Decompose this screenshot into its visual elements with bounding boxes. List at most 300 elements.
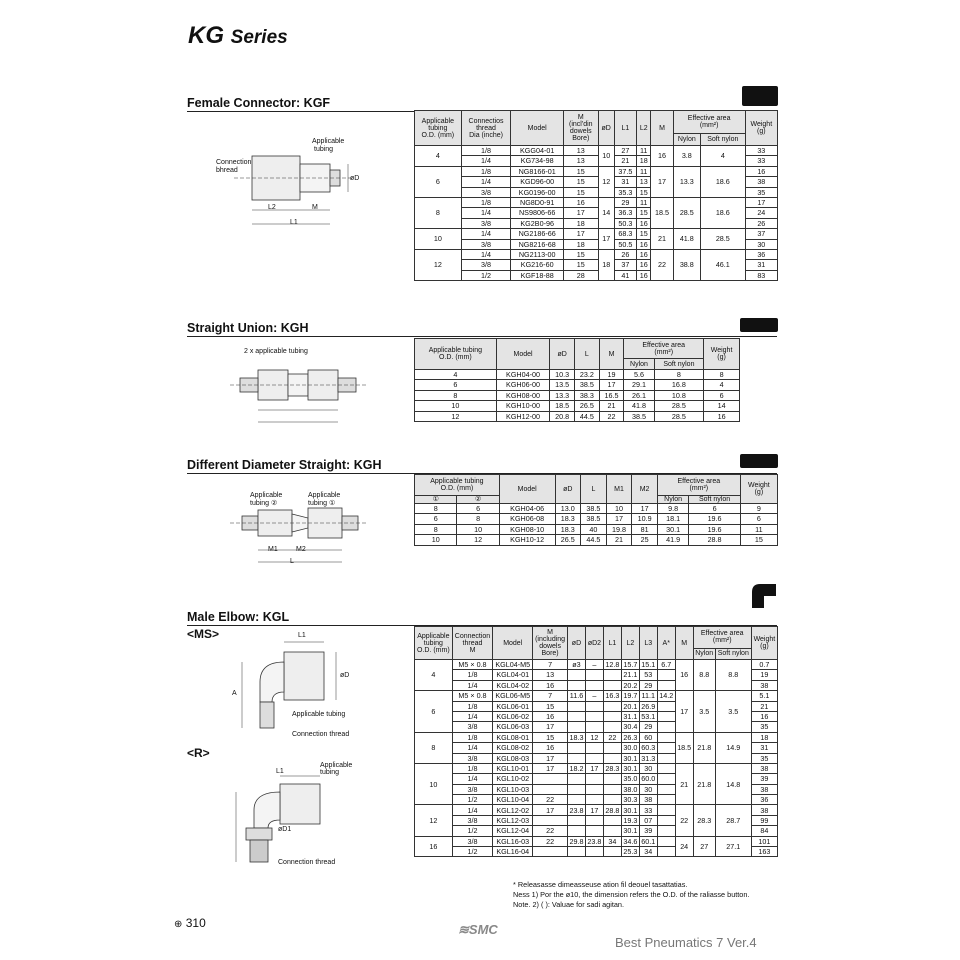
kgh2-drawing <box>230 500 370 570</box>
model-cell: NG8D0-91 <box>511 197 564 207</box>
weight-cell: 16 <box>745 166 777 176</box>
kgh-th-l: L <box>575 339 600 370</box>
m-bore-cell <box>533 815 568 825</box>
table-cell: 18.3 <box>555 514 581 524</box>
weight-cell: 0.7 <box>751 660 777 670</box>
table-cell: 20.8 <box>550 411 575 421</box>
l3-cell: 33 <box>639 805 657 815</box>
m-bore-cell: 17 <box>533 763 568 773</box>
m-cell: 22 <box>675 805 693 836</box>
thread-cell: 1/4 <box>461 249 511 259</box>
table-cell: 12 <box>457 535 499 545</box>
table-cell: 29.1 <box>624 380 654 390</box>
l1-cell: 29 <box>614 197 636 207</box>
m-bore-cell: 7 <box>533 691 568 701</box>
table-row <box>415 535 778 545</box>
od-cell: ø3 <box>568 660 586 670</box>
thread-cell: 1/8 <box>452 670 493 680</box>
target-icon: ⊕ <box>174 919 183 930</box>
model-cell: KGL16-03 <box>493 836 533 846</box>
thread-cell: 1/4 <box>461 229 511 239</box>
od-cell: 18.2 <box>569 764 584 773</box>
table-cell: 13.3 <box>550 390 575 400</box>
table-cell: 26.5 <box>575 401 600 411</box>
footer-text: Best Pneumatics 7 Ver.4 <box>615 935 757 950</box>
a-cell <box>657 670 675 680</box>
table-cell: 6 <box>457 504 499 514</box>
kgl-th-tube: Applicable tubing O.D. (mm) <box>415 627 453 660</box>
l1-cell <box>603 753 621 763</box>
kgl-th-l2: L2 <box>621 627 639 660</box>
kgh-drawing <box>230 358 370 428</box>
od-cell <box>568 815 586 825</box>
weight-cell: 38 <box>751 784 777 794</box>
eff-nylon-cell: 21.8 <box>693 732 715 763</box>
l1-cell: 28.3 <box>605 764 620 773</box>
m-bore-cell: 15 <box>533 701 568 711</box>
thread-cell: 1/4 <box>461 208 511 218</box>
l2-cell: 13 <box>637 177 651 187</box>
kgh-label-tube: 2 x applicable tubing <box>244 348 308 355</box>
table-cell: 14 <box>704 401 740 411</box>
table-cell: 11 <box>740 524 777 534</box>
weight-cell: 99 <box>751 815 777 825</box>
kgf-spec-table <box>414 110 778 281</box>
od2-cell <box>585 826 603 836</box>
eff-nylon-cell: 41.8 <box>673 229 700 250</box>
eff-soft-cell: 27.1 <box>715 836 751 857</box>
smc-logo: ≋SMC <box>458 922 498 937</box>
eff-soft-cell: 28.7 <box>715 805 751 836</box>
od2-cell <box>585 815 603 825</box>
kgh2-label-b: Applicable tubing ① <box>308 492 341 507</box>
od-cell <box>568 743 586 753</box>
kgl-ms-drawing <box>224 632 354 744</box>
l1-cell: 28.8 <box>605 805 620 815</box>
a-cell <box>657 774 675 784</box>
weight-cell: 38 <box>751 805 777 815</box>
l3-cell: 60.1 <box>641 836 656 846</box>
table-cell: KGH12-00 <box>496 411 550 421</box>
weight-cell: 19 <box>751 670 777 680</box>
l2-cell: 18 <box>637 156 651 166</box>
l2-cell: 15 <box>637 187 651 197</box>
l2-cell: 34.6 <box>623 836 638 846</box>
od-cell <box>568 784 586 794</box>
l3-cell: 11.1 <box>639 691 657 701</box>
l1-cell <box>603 795 621 805</box>
a-cell <box>657 815 675 825</box>
eff-soft-cell: 14.8 <box>715 763 751 805</box>
od2-cell <box>585 753 603 763</box>
od-cell <box>568 670 586 680</box>
table-cell: 6 <box>704 390 740 400</box>
model-cell: KGL10-01 <box>493 763 533 773</box>
l1-cell: 36.3 <box>614 208 636 218</box>
thread-cell: 1/8 <box>461 197 511 207</box>
tube-od-cell: 8 <box>415 732 453 763</box>
table-cell: 4 <box>415 370 497 380</box>
page-number: ⊕ 310 <box>174 916 206 930</box>
l1-cell <box>603 847 621 857</box>
table-cell: 18.3 <box>555 524 581 534</box>
table-row <box>415 660 778 670</box>
m-bore-cell: 16 <box>533 711 568 721</box>
a-cell <box>657 732 675 742</box>
l2-cell: 20.1 <box>623 701 638 711</box>
a-cell <box>657 680 675 690</box>
m-bore-cell: 22 <box>533 795 568 805</box>
m-bore-cell: 17 <box>533 753 568 763</box>
m-bore-cell: 17 <box>563 229 598 239</box>
od2-cell: 12 <box>585 732 603 742</box>
l2-cell: 15 <box>637 208 651 218</box>
a-cell <box>657 763 675 773</box>
a-cell <box>657 753 675 763</box>
l2-cell: 30.1 <box>623 826 638 836</box>
m-cell: 18.5 <box>675 732 693 763</box>
od2-cell <box>585 784 603 794</box>
table-cell: 8 <box>415 524 457 534</box>
thread-cell: 1/8 <box>461 146 511 156</box>
eff-nylon-cell: 28.3 <box>693 805 715 836</box>
l3-cell: 60 <box>639 732 657 742</box>
table-cell: 13.5 <box>550 380 575 390</box>
model-cell: KGL12-03 <box>493 815 533 825</box>
kgf-th-l1: L1 <box>614 111 636 146</box>
weight-cell: 18 <box>751 732 777 742</box>
l1-cell <box>603 670 621 680</box>
kgf-label-conn2: bhread <box>216 167 238 174</box>
eff-nylon-cell: 38.8 <box>673 249 700 280</box>
thread-cell: 1/4 <box>461 156 511 166</box>
od-cell <box>568 774 586 784</box>
weight-cell: 33 <box>745 146 777 156</box>
series-title-sub: Series <box>230 27 288 48</box>
note-line: Note. 2) ( ): Valuae for sadi agitan. <box>513 900 624 909</box>
kgh-th-model: Model <box>496 339 550 370</box>
l1-cell <box>603 826 621 836</box>
series-title-main: KG <box>188 22 224 49</box>
m-cell: 22 <box>651 249 673 280</box>
table-row <box>415 166 778 176</box>
od2-cell <box>585 711 603 721</box>
table-cell: 6 <box>689 504 740 514</box>
kgl-ms-label-l1: L1 <box>298 632 306 639</box>
thread-cell: 1/4 <box>452 774 493 784</box>
table-cell: 10 <box>457 524 499 534</box>
table-cell: 21 <box>606 535 632 545</box>
tube-od-cell: 12 <box>415 249 462 280</box>
weight-cell: 36 <box>745 249 777 259</box>
thread-cell: 1/8 <box>452 701 493 711</box>
l3-cell: 30 <box>639 763 657 773</box>
table-cell: KGH10-12 <box>499 535 555 545</box>
od-cell: 17 <box>598 229 614 250</box>
a-cell <box>657 805 675 815</box>
kgl-ms-label-tube: Applicable tubing <box>292 711 346 718</box>
table-cell: 25 <box>632 535 658 545</box>
kgh2-th-eff: Effective area (mm²) <box>657 475 740 496</box>
kgf-th-m: M <box>651 111 673 146</box>
kgf-th-eff: Effective area (mm²) <box>673 111 745 134</box>
model-cell: NG8216-68 <box>511 239 564 249</box>
thread-cell: M5 × 0.8 <box>452 660 493 670</box>
kgh2-product-photo <box>740 454 778 468</box>
m-cell: 17 <box>651 166 673 197</box>
model-cell: KGL06-03 <box>493 722 533 732</box>
table-cell: 17 <box>632 504 658 514</box>
kgl-th-m: M <box>675 627 693 660</box>
l1-cell <box>603 680 621 690</box>
table-cell: KGH10-00 <box>496 401 550 411</box>
model-cell: KGD96-00 <box>511 177 564 187</box>
eff-soft-cell: 28.5 <box>700 229 745 250</box>
l2-cell: 30.1 <box>623 764 638 773</box>
kgh2-label-a: Applicable tubing ② <box>250 492 283 507</box>
od2-cell <box>585 680 603 690</box>
m-bore-cell: 28 <box>563 270 598 280</box>
kgf-label-l2: L2 <box>268 204 276 211</box>
kgh-th-weight: Weight (g) <box>704 339 740 370</box>
table-cell: 26.1 <box>624 390 654 400</box>
table-cell: 6 <box>740 514 777 524</box>
notes <box>513 880 749 910</box>
kgl-spec-table <box>414 626 778 857</box>
tube-od-cell: 10 <box>415 763 453 805</box>
table-cell: 38.5 <box>581 514 607 524</box>
l3-cell: 53 <box>639 670 657 680</box>
kgh2-th-tube1: ① <box>415 496 457 504</box>
kgl-th-softnylon: Soft nylon <box>715 648 751 659</box>
m-cell: 16 <box>651 146 673 167</box>
m-bore-cell: 15 <box>533 732 568 742</box>
weight-cell: 31 <box>751 743 777 753</box>
l2-cell: 16 <box>637 218 651 228</box>
od-cell: 11.6 <box>568 691 586 701</box>
kgh2-th-softnylon: Soft nylon <box>689 496 740 504</box>
weight-cell: 31 <box>745 260 777 270</box>
model-cell: KGL12-02 <box>493 805 533 815</box>
m-bore-cell: 15 <box>563 166 598 176</box>
l3-cell: 38 <box>639 795 657 805</box>
table-cell: 13.0 <box>555 504 581 514</box>
eff-nylon-cell: 13.3 <box>673 166 700 197</box>
section-title-kgh: Straight Union: KGH <box>187 321 777 337</box>
kgf-label-tube: Applicable <box>312 138 345 145</box>
l2-cell: 16 <box>637 239 651 249</box>
a-cell <box>657 836 675 846</box>
l3-cell: 53.1 <box>641 712 656 722</box>
table-cell: 8 <box>415 390 497 400</box>
eff-soft-cell: 3.5 <box>715 691 751 733</box>
od-cell <box>568 711 586 721</box>
l1-cell <box>603 743 621 753</box>
od2-cell: 17 <box>585 805 603 815</box>
l2-cell: 19.7 <box>623 691 638 701</box>
od-cell <box>568 795 586 805</box>
model-cell: NG8166-01 <box>511 166 564 176</box>
weight-cell: 16 <box>751 711 777 721</box>
table-cell: 16.5 <box>599 390 624 400</box>
weight-cell: 36 <box>751 795 777 805</box>
kgl-th-d: øD <box>568 627 586 660</box>
l1-cell <box>603 774 621 784</box>
kgh-product-photo <box>740 318 778 332</box>
model-cell: KGL08-02 <box>493 743 533 753</box>
thread-cell: 1/8 <box>452 763 493 773</box>
table-cell: 6 <box>415 380 497 390</box>
kgf-label-d: øD <box>350 175 360 182</box>
l3-cell: 29 <box>639 722 657 732</box>
kgh2-th-model: Model <box>499 475 555 504</box>
a-cell <box>657 711 675 721</box>
kgh-th-d: øD <box>550 339 575 370</box>
weight-cell: 101 <box>751 836 777 846</box>
model-cell: KGL10-02 <box>493 774 533 784</box>
model-cell: KGL06-M5 <box>493 691 533 701</box>
table-cell: 28.8 <box>689 535 740 545</box>
m-cell: 16 <box>675 660 693 691</box>
weight-cell: 38 <box>751 763 777 773</box>
table-cell: 28.5 <box>654 401 704 411</box>
m-bore-cell <box>533 784 568 794</box>
kgl-ms-label-conn: Connection thread <box>292 731 350 738</box>
model-cell: KGL06-02 <box>493 711 533 721</box>
m-bore-cell: 15 <box>563 260 598 270</box>
table-cell: 10 <box>415 535 457 545</box>
model-cell: NG2113-00 <box>511 249 564 259</box>
table-row <box>415 504 778 514</box>
thread-cell: 3/8 <box>452 722 493 732</box>
od-cell <box>568 847 586 857</box>
thread-cell: 1/4 <box>461 177 511 187</box>
l3-cell: 30 <box>639 784 657 794</box>
thread-cell: 1/2 <box>452 826 493 836</box>
table-cell: 8 <box>457 514 499 524</box>
model-cell: KGL04-M5 <box>493 660 533 670</box>
l1-cell: 41 <box>614 270 636 280</box>
table-row <box>415 691 778 701</box>
l2-cell: 26.3 <box>623 732 638 742</box>
table-row <box>415 146 778 156</box>
l2-cell: 38.0 <box>623 784 638 794</box>
eff-nylon-cell: 27 <box>693 836 715 857</box>
l1-cell: 35.3 <box>614 187 636 197</box>
kgf-th-tube: Applicable tubing O.D. (mm) <box>415 111 462 146</box>
model-cell: KGL08-01 <box>493 732 533 742</box>
table-row <box>415 401 740 411</box>
kgl-r-label-h: øD1 <box>278 826 292 833</box>
thread-cell: 1/2 <box>452 795 493 805</box>
tube-od-cell: 8 <box>415 197 462 228</box>
eff-soft-cell: 14.9 <box>715 732 751 763</box>
a-cell <box>657 722 675 732</box>
od2-cell <box>585 670 603 680</box>
kgl-th-mbore: M (including dowels Bore) <box>533 627 568 660</box>
thread-cell: 1/8 <box>452 732 493 742</box>
l2-cell: 11 <box>637 146 651 156</box>
a-cell <box>657 847 675 857</box>
kgf-th-l2: L2 <box>637 111 651 146</box>
kgh2-spec-table <box>414 474 778 546</box>
table-row <box>415 370 740 380</box>
thread-cell: 3/8 <box>452 784 493 794</box>
model-cell: KG0196-00 <box>511 187 564 197</box>
kgl-th-eff: Effective area (mm²) <box>693 627 751 649</box>
l1-cell: 68.3 <box>614 229 636 239</box>
table-cell: 28.5 <box>654 411 704 421</box>
table-cell: 17 <box>599 380 624 390</box>
od-cell <box>568 753 586 763</box>
model-cell: KGL08-03 <box>493 753 533 763</box>
weight-cell: 38 <box>751 680 777 690</box>
m-bore-cell: 7 <box>533 660 568 670</box>
table-cell: 23.2 <box>575 370 600 380</box>
a-cell: 14.2 <box>659 691 674 701</box>
m-cell: 18.5 <box>651 197 673 228</box>
weight-cell: 37 <box>745 229 777 239</box>
kgl-th-a: A* <box>657 627 675 660</box>
thread-cell: 3/8 <box>452 753 493 763</box>
thread-cell: 3/8 <box>461 218 511 228</box>
l1-cell: 37.5 <box>614 166 636 176</box>
weight-cell: 26 <box>745 218 777 228</box>
table-cell: KGH08-10 <box>499 524 555 534</box>
m-bore-cell: 15 <box>563 177 598 187</box>
kgf-label-conn: Connection <box>216 159 252 166</box>
model-cell: KGG04-01 <box>511 146 564 156</box>
kgf-th-model: Model <box>511 111 564 146</box>
table-row <box>415 763 778 773</box>
weight-cell: 83 <box>745 270 777 280</box>
note-line: * Releasasse dimeasseuse ation fil deouel tasattatias. <box>513 880 688 889</box>
table-cell: 21 <box>599 401 624 411</box>
table-cell: 44.5 <box>575 411 600 421</box>
model-cell: KGL04-01 <box>493 670 533 680</box>
thread-cell: 1/2 <box>452 847 493 857</box>
l1-cell <box>603 711 621 721</box>
table-cell: 10.9 <box>632 514 658 524</box>
weight-cell: 38 <box>745 177 777 187</box>
thread-cell: 3/8 <box>452 836 493 846</box>
eff-soft-cell: 18.6 <box>700 166 745 197</box>
m-bore-cell: 13 <box>563 146 598 156</box>
kgh2-th-d: øD <box>555 475 581 504</box>
od-cell: 12 <box>598 166 614 197</box>
od-cell: 23.8 <box>569 805 584 815</box>
l1-cell <box>603 815 621 825</box>
tube-od-cell: 6 <box>415 691 453 733</box>
kgf-th-mbore: M (incl'din dowels Bore) <box>563 111 598 146</box>
kgl-sub-r: <R> <box>187 746 210 760</box>
table-cell: 9.8 <box>657 504 688 514</box>
kgf-product-photo <box>742 86 778 106</box>
table-cell: 8 <box>415 504 457 514</box>
note-line: Ness 1) Por the ø10, the dimension refers the O.D. of the raliasse button. <box>513 890 750 899</box>
l1-cell: 50.3 <box>614 218 636 228</box>
kgl-ms-label-a: A <box>232 690 237 697</box>
table-row <box>415 411 740 421</box>
m-bore-cell: 16 <box>533 680 568 690</box>
weight-cell: 84 <box>751 826 777 836</box>
od-cell <box>568 701 586 711</box>
thread-cell: 3/8 <box>461 187 511 197</box>
od-cell: 14 <box>598 197 614 228</box>
a-cell <box>657 784 675 794</box>
l3-cell: 31.3 <box>641 753 656 763</box>
l1-cell: 22 <box>603 732 621 742</box>
